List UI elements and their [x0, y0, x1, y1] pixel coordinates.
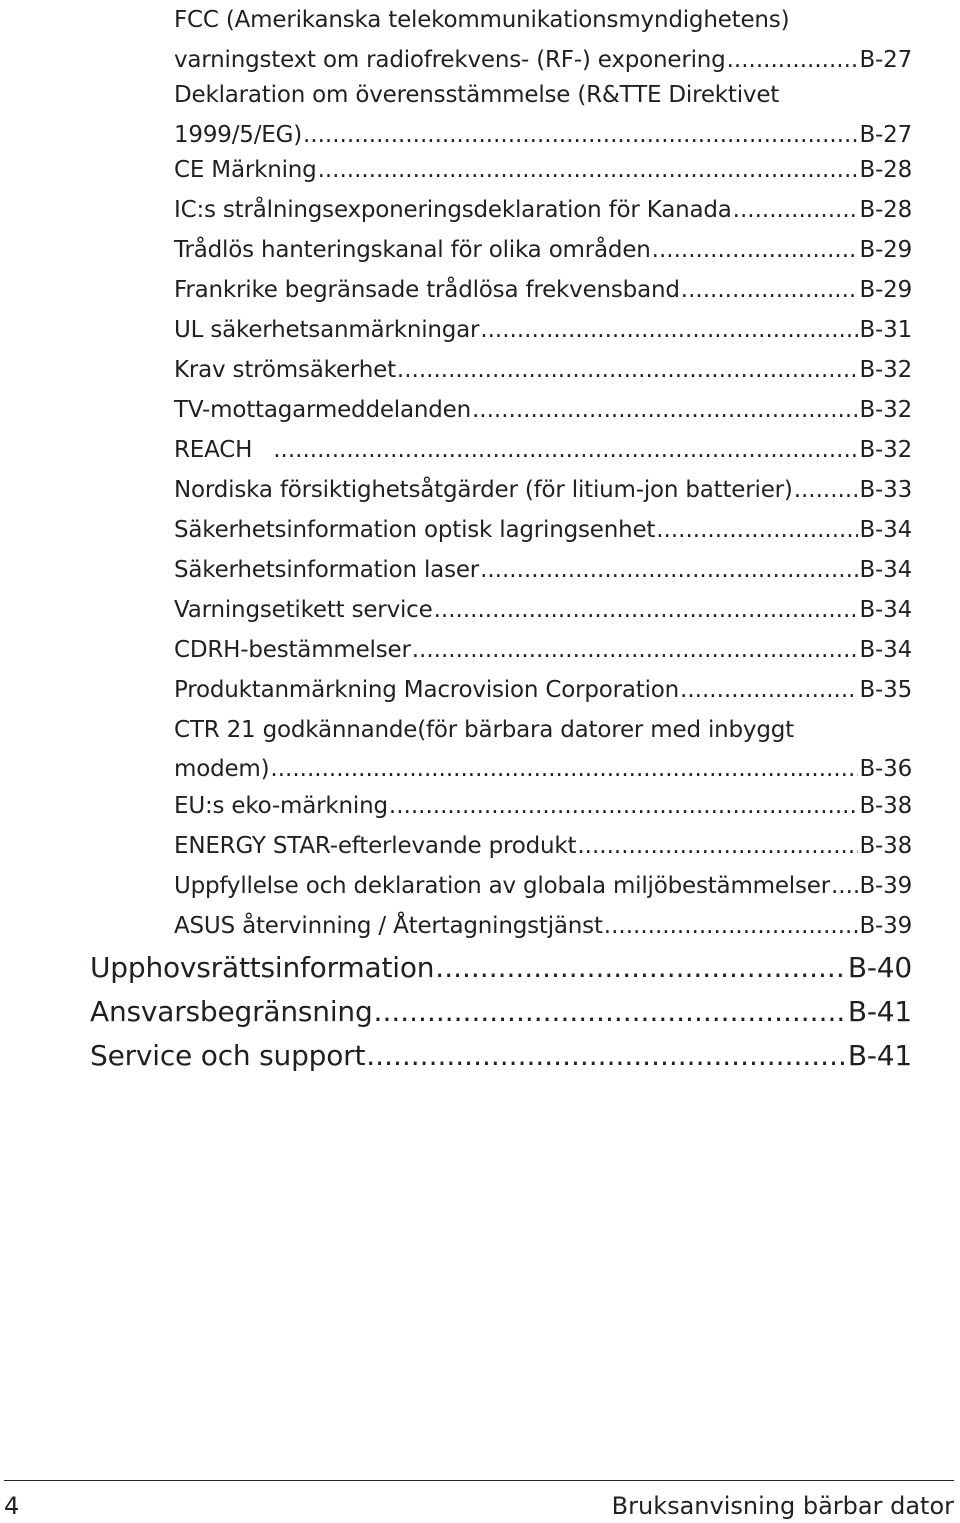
toc-entry[interactable] [174, 270, 912, 310]
toc-entry-page: B-35 [859, 677, 912, 703]
dot-leader [434, 590, 859, 630]
dot-leader [577, 826, 858, 866]
toc-entry-page: B-27 [859, 122, 912, 148]
toc-main-entry[interactable] [90, 990, 912, 1034]
toc-entry[interactable] [174, 150, 912, 190]
toc-entry[interactable] [174, 0, 912, 80]
dot-leader [273, 430, 858, 470]
toc-entry-title: UL säkerhetsanmärkningar [174, 317, 480, 343]
toc-entry-title: Nordiska försiktighetsåtgärder (för litium-jon batterier) [174, 477, 793, 503]
toc-main-entry-title: Upphovsrättsinformation [90, 951, 435, 984]
dot-leader [680, 670, 858, 710]
toc-entry-page: B-36 [859, 756, 912, 782]
toc-entry-page: B-32 [859, 397, 912, 423]
toc-entry[interactable] [174, 630, 912, 670]
toc-entry[interactable] [174, 390, 912, 430]
toc-entry[interactable] [174, 550, 912, 590]
toc-entry-page: B-34 [859, 517, 912, 543]
toc-entry[interactable] [174, 590, 912, 630]
dot-leader [270, 749, 858, 789]
dot-leader [831, 866, 858, 906]
toc-main-entry-title: Ansvarsbegränsning [90, 995, 373, 1028]
toc-entry-title: varningstext om radiofrekvens- (RF-) exponering [174, 47, 726, 73]
dot-leader [652, 230, 859, 270]
toc-entry-title-line1: CTR 21 godkännande(för bärbara datorer med inbyggt [174, 717, 794, 743]
toc-entry-title: REACH [174, 437, 253, 463]
toc-entry[interactable] [174, 866, 912, 906]
toc-entry[interactable] [174, 75, 912, 155]
dot-leader [480, 550, 858, 590]
dot-leader [733, 190, 859, 230]
toc-entry-title: Frankrike begränsade trådlösa frekvensband [174, 277, 680, 303]
toc-entry-title-line1: FCC (Amerikanska telekommunikationsmyndighetens) [174, 7, 790, 33]
dot-leader [656, 510, 858, 550]
footer-document-title: Bruksanvisning bärbar dator [611, 1492, 954, 1520]
toc-entry-page: B-39 [859, 913, 912, 939]
dot-leader [389, 786, 859, 826]
toc-entry-page: B-32 [859, 437, 912, 463]
toc-entry-title: Säkerhetsinformation optisk lagringsenhet [174, 517, 656, 543]
toc-entry[interactable] [174, 190, 912, 230]
dot-leader [397, 350, 859, 390]
toc-main-entry[interactable] [90, 1034, 912, 1078]
toc-main-entry-page: B-41 [847, 995, 912, 1028]
toc-entry-title: CDRH-bestämmelser [174, 637, 411, 663]
toc-entry-title: IC:s strålningsexponeringsdeklaration för Kanada [174, 197, 732, 223]
dot-leader [435, 946, 847, 990]
dot-leader [366, 1034, 847, 1078]
toc-entry-page: B-38 [859, 793, 912, 819]
dot-leader [303, 115, 858, 155]
footer-page-number: 4 [4, 1492, 20, 1520]
toc-entry[interactable] [174, 430, 912, 470]
toc-entry-title: Produktanmärkning Macrovision Corporation [174, 677, 680, 703]
toc-entry-page: B-34 [859, 597, 912, 623]
toc-entry-title: Krav strömsäkerhet [174, 357, 396, 383]
toc-main-entry-title: Service och support [90, 1039, 366, 1072]
toc-entry-page: B-28 [859, 157, 912, 183]
toc-entry[interactable] [174, 470, 912, 510]
dot-leader [472, 390, 858, 430]
toc-entry-page: B-39 [859, 873, 912, 899]
toc-entry-title: CE Märkning [174, 157, 317, 183]
toc-entry[interactable] [174, 310, 912, 350]
toc-entry-title-line1: Deklaration om överensstämmelse (R&TTE Direktivet [174, 82, 780, 108]
toc-entry[interactable] [174, 906, 912, 946]
toc-entry-title: Uppfyllelse och deklaration av globala miljöbestämmelser [174, 873, 830, 899]
dot-leader [412, 630, 859, 670]
toc-entry-title: Trådlös hanteringskanal för olika områden [174, 237, 651, 263]
dot-leader [681, 270, 859, 310]
dot-leader [374, 990, 847, 1034]
toc-entry[interactable] [174, 670, 912, 710]
toc-entry-page: B-32 [859, 357, 912, 383]
dot-leader [794, 470, 859, 510]
toc-entry-page: B-34 [859, 557, 912, 583]
toc-entry-title: modem) [174, 756, 270, 782]
dot-leader [727, 40, 859, 80]
toc-entry-title: ENERGY STAR-efterlevande produkt [174, 833, 577, 859]
toc-main-entry-page: B-40 [847, 951, 912, 984]
toc-entry[interactable] [174, 230, 912, 270]
toc-entry-page: B-34 [859, 637, 912, 663]
toc-entry-title: ASUS återvinning / Återtagningstjänst [174, 913, 603, 939]
toc-entry[interactable] [174, 711, 912, 789]
toc-entry-page: B-38 [859, 833, 912, 859]
toc-entry-title: 1999/5/EG) [174, 122, 302, 148]
dot-leader [318, 150, 859, 190]
toc-entry-title: TV-mottagarmeddelanden [174, 397, 471, 423]
toc-entry[interactable] [174, 786, 912, 826]
toc-entry-title: Varningsetikett service [174, 597, 433, 623]
toc-entry-page: B-27 [859, 47, 912, 73]
toc-entry-page: B-28 [859, 197, 912, 223]
toc-entry-title: Säkerhetsinformation laser [174, 557, 480, 583]
toc-entry[interactable] [174, 826, 912, 866]
toc-main-entry[interactable] [90, 946, 912, 990]
toc-entry-page: B-33 [859, 477, 912, 503]
toc-entry-page: B-29 [859, 277, 912, 303]
toc-entry[interactable] [174, 510, 912, 550]
toc-entry-title: EU:s eko-märkning [174, 793, 388, 819]
dot-leader [480, 310, 858, 350]
toc-main-entry-page: B-41 [847, 1039, 912, 1072]
dot-leader [604, 906, 859, 946]
footer-divider [4, 1480, 954, 1481]
toc-entry-page: B-29 [859, 237, 912, 263]
toc-entry[interactable] [174, 350, 912, 390]
toc-entry-page: B-31 [859, 317, 912, 343]
